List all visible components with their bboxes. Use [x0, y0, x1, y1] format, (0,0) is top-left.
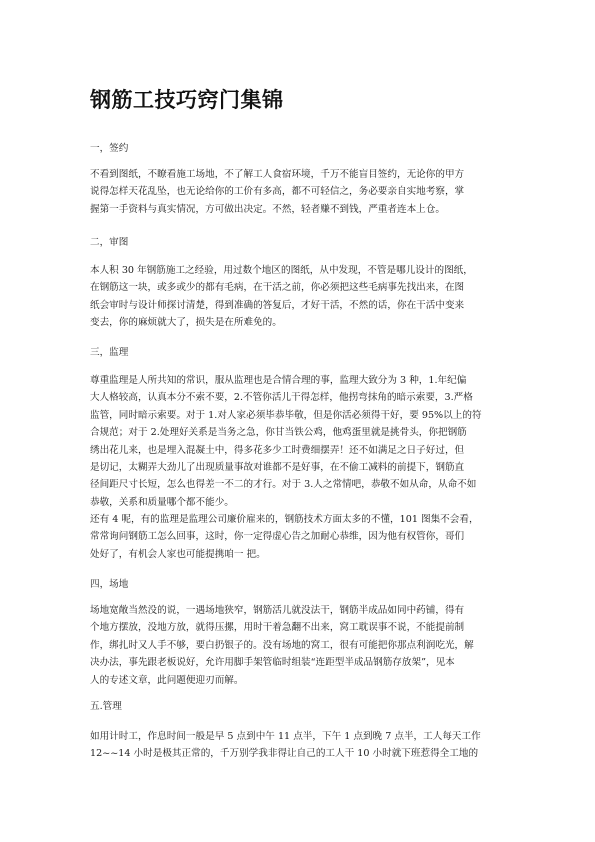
text-line: 说得怎样天花乱坠，也无论给你的工价有多高，都不可轻信之，务必要亲自实地考察，掌 — [90, 186, 465, 198]
section-heading-site: 四，场地 — [90, 579, 129, 590]
section-heading-signing: 一，签约 — [90, 143, 129, 154]
paragraph — [90, 602, 506, 689]
text-line: 本人积 30 年钢筋施工之经验，用过数个地区的图纸，从中发现，不管是哪儿设计的图纸， — [90, 265, 473, 276]
text-line: 握第一手资料与真实情况，方可做出决定。不然，轻者赚不到钱，严重者连本上仓。 — [90, 203, 445, 215]
text-line: 不看到图纸，不瞭看施工场地，不了解工人食宿环境，千万不能盲目签约，无论你的甲方 — [90, 169, 465, 180]
paragraph — [90, 262, 506, 332]
section-heading-management: 五.管理 — [90, 701, 122, 712]
paragraph — [90, 372, 506, 511]
text-line: 还有 4 呢，有的监理是监理公司廉价雇来的，钢筋技术方面太多的不懂，101 图集不会看， — [90, 514, 479, 525]
text-line: 常常询问钢筋工怎么回事，这时，你一定得虚心告之加耐心恭维，因为他有权管你，哥们 — [90, 531, 465, 543]
text-line: 是切记，太糊弄大劲儿了出现质量事故对谁都不是好事，在不偷工减料的前提下，钢筋直 — [90, 462, 465, 474]
text-line: 变去，你的麻烦就大了，损失是在所难免的。 — [90, 317, 282, 329]
text-line: 纸会审时与设计师探讨清楚，得到准确的答复后，才好干活，不然的话，你在干活中变来 — [90, 299, 465, 311]
text-line: 监管，同时暗示索要。对于 1.对人家必须毕恭毕敬，但是你活必须得干好，要 95%以上的符 — [90, 409, 482, 421]
text-line: 决办法，事先跟老板说好，允许用脚手架管临时组装“连距型半成品钢筋存放架”，见本 — [90, 657, 455, 669]
section-heading-review: 二，审图 — [90, 237, 129, 248]
text-line: 场地宽敞当然没的说，一遇场地狭窄，钢筋活儿就没法干，钢筋半成品如同中药铺，得有 — [90, 605, 465, 616]
text-line: 尊重监理是人所共知的常识，服从监理也是合情合理的事，监理大致分为 3 种，1.年纪偏 — [90, 375, 467, 386]
document-title: 钢筋工技巧窍门集锦 — [90, 88, 284, 112]
text-line: 在钢筋这一块，或多或少的都有毛病，在干活之前，你必须把这些毛病事先找出来，在图 — [90, 282, 465, 294]
text-line: 大人格较高，认真本分不索不要，2.不管你活儿干得怎样，他拐弯抹角的暗示索要，3.严格 — [90, 392, 473, 404]
text-line: 合规范；对于 2.处理好关系是当务之急，你甘当铁公鸡，他鸡蛋里就是挑骨头，你把钢筋 — [90, 427, 467, 439]
paragraph — [90, 728, 506, 763]
paragraph — [90, 511, 506, 563]
text-line: 个地方摆放，没地方放，就得压摞，用时干着急翻不出来，窝工耽误事不说，不能提前制 — [90, 622, 465, 634]
text-line: 处好了，有机会人家也可能提携咱一 把。 — [90, 548, 266, 560]
text-line: 恭敬，关系和质量哪个都不能少。 — [90, 496, 234, 508]
text-line: 12~~14 小时是极其正常的，千万别学我非得让自己的工人干 10 小时就下班惹得全工地的 — [90, 748, 479, 760]
text-line: 人的专述文章，此问题便迎刃而解。 — [90, 674, 244, 686]
text-line: 作，绑扎时又人手不够，要白扔银子的。没有场地的窝工，很有可能把你那点利润吃光，解 — [90, 639, 474, 651]
section-heading-supervision: 三，监理 — [90, 347, 129, 358]
text-line: 如用计时工，作息时间一般是早 5 点到中午 11 点半，下午 1 点到晚 7 点半，工人每天工作 — [90, 731, 481, 742]
text-line: 绣出花儿来，也是埋入混凝土中，得多花多少工时费细摆弄！还不如满足之日子好过，但 — [90, 444, 465, 456]
paragraph — [90, 166, 506, 218]
text-line: 径间距尺寸长短，怎么也得差一不二的才行。对于 3.人之常情吧，恭敬不如从命，从命不如 — [90, 479, 477, 491]
